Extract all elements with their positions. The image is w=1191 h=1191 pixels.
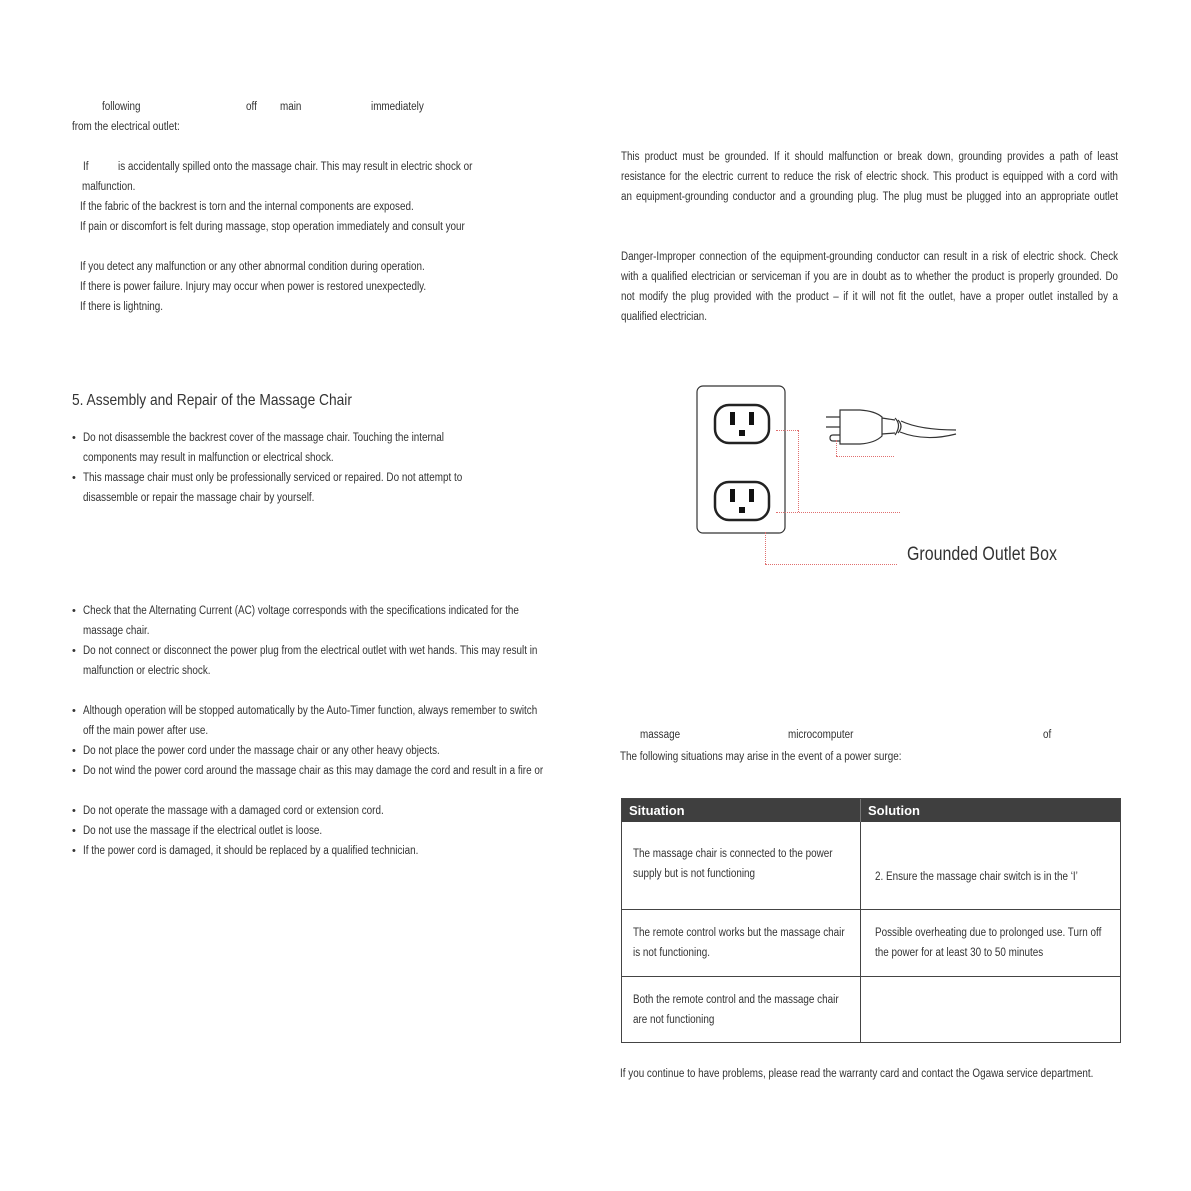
bullet: • xyxy=(72,472,76,484)
surge-word: of xyxy=(1043,729,1052,741)
surge-word: massage xyxy=(640,729,681,741)
list-item: This massage chair must only be professionally serviced or repaired. Do not attempt to xyxy=(83,472,463,484)
intro-word: immediately xyxy=(371,101,424,113)
bullet: • xyxy=(72,745,76,757)
list-item: disassemble or repair the massage chair by yourself. xyxy=(83,492,315,504)
table-cell: The massage chair is connected to the power xyxy=(633,848,833,860)
outlet-box-icon xyxy=(697,386,785,533)
table-row-divider xyxy=(622,976,1120,977)
bullet: • xyxy=(72,605,76,617)
table-cell: are not functioning xyxy=(633,1014,715,1026)
intro-line: from the electrical outlet: xyxy=(72,121,180,133)
condition-text: If pain or discomfort is felt during massage, stop operation immediately and consult your xyxy=(80,221,465,233)
condition-text: If the fabric of the backrest is torn and the internal components are exposed. xyxy=(80,201,414,213)
bullet: • xyxy=(72,432,76,444)
table-divider xyxy=(860,822,861,1042)
bullet: • xyxy=(72,845,76,857)
troubleshooting-table xyxy=(621,798,1121,1043)
list-item: Do not wind the power cord around the massage chair as this may damage the cord and result in a fire or xyxy=(83,765,544,777)
condition-text: If xyxy=(83,161,89,173)
intro-word: main xyxy=(280,101,302,113)
outlet-box-label: Grounded Outlet Box xyxy=(907,544,1057,565)
leader-line xyxy=(776,512,900,513)
paragraph-line: an equipment-grounding conductor and a grounding plug. The plug must be plugged into an appropriate outlet xyxy=(621,191,1118,203)
bullet: • xyxy=(72,705,76,717)
list-item: Do not use the massage if the electrical outlet is loose. xyxy=(83,825,323,837)
table-cell: supply but is not functioning xyxy=(633,868,756,880)
list-item: massage chair. xyxy=(83,625,150,637)
intro-word: off xyxy=(246,101,257,113)
bullet: • xyxy=(72,765,76,777)
list-item: components may result in malfunction or electrical shock. xyxy=(83,452,334,464)
table-cell: The remote control works but the massage chair xyxy=(633,927,845,939)
grounding-paragraph xyxy=(621,147,1118,207)
paragraph-line: Danger-Improper connection of the equipment-grounding conductor can result in a risk of electric shock. Check xyxy=(621,251,1118,263)
condition-text: If you detect any malfunction or any other abnormal condition during operation. xyxy=(80,261,425,273)
condition-text: If there is power failure. Injury may occur when power is restored unexpectedly. xyxy=(80,281,427,293)
list-item: Do not connect or disconnect the power plug from the electrical outlet with wet hands. This may result in xyxy=(83,645,538,657)
paragraph-line: with a qualified electrician or serviceman if you are in doubt as to whether the product is properly grounded. Do xyxy=(621,271,1118,283)
list-item: Do not place the power cord under the massage chair or any other heavy objects. xyxy=(83,745,440,757)
leader-line xyxy=(836,440,837,456)
surge-line: The following situations may arise in the event of a power surge: xyxy=(620,751,902,763)
intro-word: following xyxy=(102,101,141,113)
table-cell: 2. Ensure the massage chair switch is in the ‘I’ xyxy=(875,871,1078,883)
paragraph-line: not modify the plug provided with the product – if it will not fit the outlet, have a proper outlet installed by a xyxy=(621,291,1118,303)
table-header-solution: Solution xyxy=(860,799,1120,822)
list-item: off the main power after use. xyxy=(83,725,209,737)
grounded-outlet-diagram xyxy=(690,380,970,570)
leader-line xyxy=(798,430,799,512)
leader-line xyxy=(776,430,798,431)
table-cell: the power for at least 30 to 50 minutes xyxy=(875,947,1044,959)
surge-word: microcomputer xyxy=(788,729,854,741)
bullet: • xyxy=(72,825,76,837)
footer-note: If you continue to have problems, please read the warranty card and contact the Ogawa service department. xyxy=(620,1068,1094,1080)
paragraph-line: qualified electrician. xyxy=(621,311,707,323)
list-item: Do not operate the massage with a damaged cord or extension cord. xyxy=(83,805,384,817)
grounding-plug-icon xyxy=(826,410,956,444)
list-item: Check that the Alternating Current (AC) voltage corresponds with the specifications indicated for the xyxy=(83,605,519,617)
leader-line xyxy=(765,532,766,564)
danger-paragraph xyxy=(621,247,1118,327)
list-item: malfunction or electric shock. xyxy=(83,665,211,677)
bullet: • xyxy=(72,805,76,817)
condition-text: If there is lightning. xyxy=(80,301,164,313)
condition-text: malfunction. xyxy=(82,181,136,193)
list-item: Do not disassemble the backrest cover of the massage chair. Touching the internal xyxy=(83,432,445,444)
table-header-situation: Situation xyxy=(622,799,860,822)
bullet: • xyxy=(72,645,76,657)
leader-line xyxy=(836,456,894,457)
section-heading: 5. Assembly and Repair of the Massage Chair xyxy=(72,392,352,409)
table-row-divider xyxy=(622,909,1120,910)
table-cell: Both the remote control and the massage chair xyxy=(633,994,839,1006)
leader-line xyxy=(765,564,897,565)
table-cell: is not functioning. xyxy=(633,947,710,959)
list-item: If the power cord is damaged, it should be replaced by a qualified technician. xyxy=(83,845,419,857)
list-item: Although operation will be stopped automatically by the Auto-Timer function, always remember to switch xyxy=(83,705,538,717)
paragraph-line: resistance for the electric current to reduce the risk of electric shock. This product is equipped with a cord with xyxy=(621,171,1118,183)
paragraph-line: This product must be grounded. If it should malfunction or break down, grounding provides a path of least xyxy=(621,151,1118,163)
condition-text: is accidentally spilled onto the massage chair. This may result in electric shock or xyxy=(118,161,473,173)
table-cell: Possible overheating due to prolonged use. Turn off xyxy=(875,927,1102,939)
